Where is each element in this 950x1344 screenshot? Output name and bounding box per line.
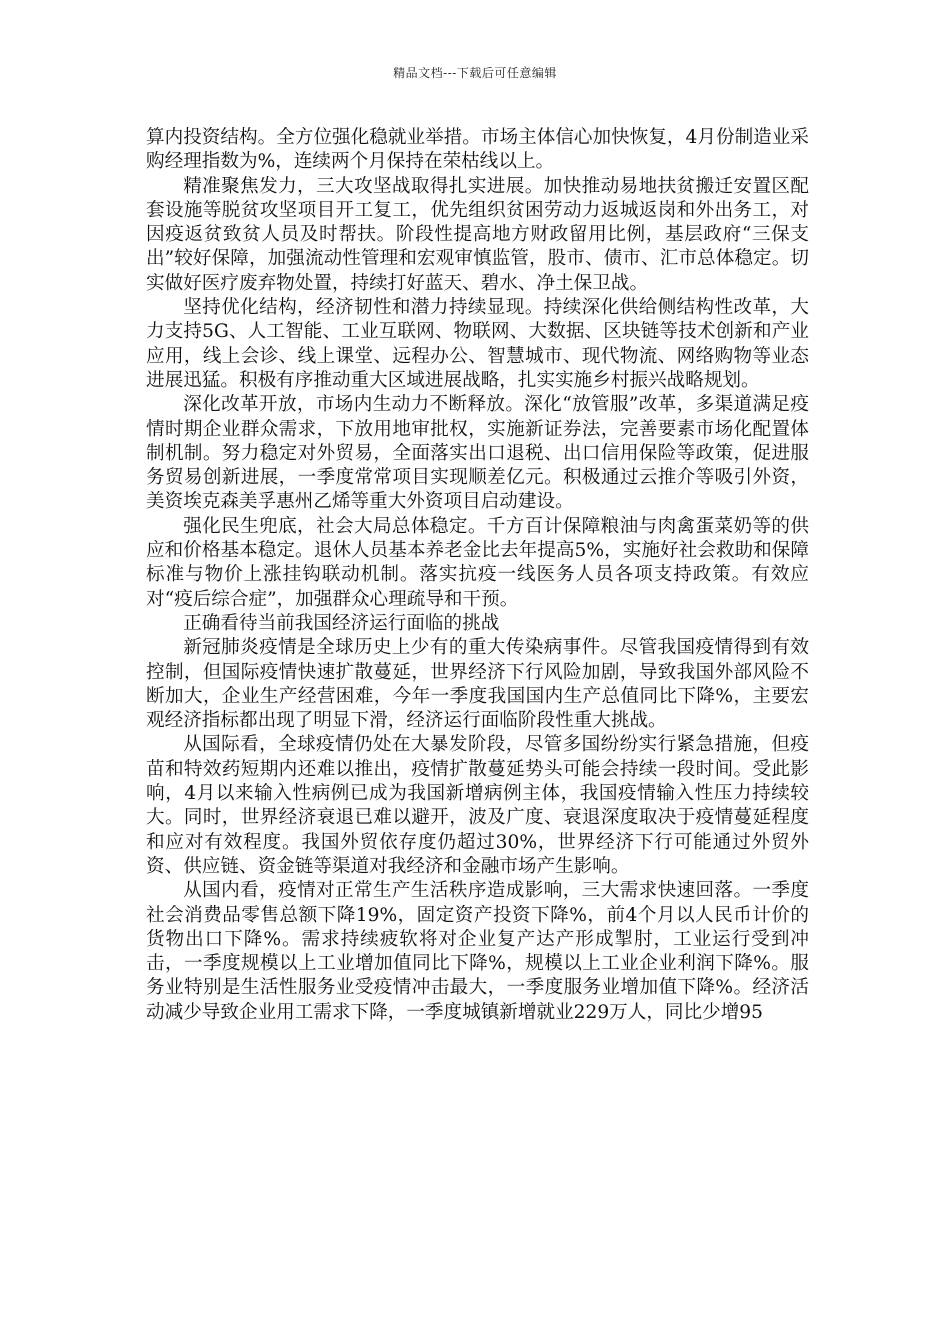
- section-heading: 正确看待当前我国经济运行面临的挑战: [183, 612, 500, 634]
- page-header: 精品文档---下载后可任意编辑: [393, 66, 557, 80]
- paragraph-1: 算内投资结构。全方位强化稳就业举措。市场主体信心加快恢复，4月份制造业采购经理指数为%，连续两个月保持在荣枯线以上。: [146, 127, 809, 173]
- paragraph-6: 新冠肺炎疫情是全球历史上少有的重大传染病事件。尽管我国疫情得到有效控制，但国际疫情快速扩散蔓延，世界经济下行风险加剧，导致我国外部风险不断加大，企业生产经营困难，今年一季度我国国内生产总值同比下降%，主要宏观经济指标都出现了明显下滑，经济运行面临阶段性重大挑战。: [146, 637, 809, 732]
- paragraph-5: 强化民生兜底，社会大局总体稳定。千方百计保障粮油与肉禽蛋菜奶等的供应和价格基本稳定。退休人员基本养老金比去年提高5%，实施好社会救助和保障标准与物价上涨挂钩联动机制。落实抗疫一线医务人员各项支持政策。有效应对“疫后综合症”，加强群众心理疏导和干预。: [146, 515, 809, 610]
- paragraph-7: 从国际看，全球疫情仍处在大暴发阶段，尽管多国纷纷实行紧急措施，但疫苗和特效药短期内还难以推出，疫情扩散蔓延势头可能会持续一段时间。受此影响，4月以来输入性病例已成为我国新增病例主体，我国疫情输入性压力持续较大。同时，世界经济衰退已难以避开，波及广度、衰退深度取决于疫情蔓延程度和应对有效程度。我国外贸依存度仍超过30%，世界经济下行可能通过外贸外资、供应链、资金链等渠道对我经济和金融市场产生影响。: [146, 734, 809, 877]
- paragraph-3: 坚持优化结构，经济韧性和潜力持续显现。持续深化供给侧结构性改革，大力支持5G、人工智能、工业互联网、物联网、大数据、区块链等技术创新和产业应用，线上会诊、线上课堂、远程办公、智慧城市、现代物流、网络购物等业态进展迅猛。积极有序推动重大区域进展战略，扎实实施乡村振兴战略规划。: [146, 297, 809, 391]
- paragraph-4: 深化改革开放，市场内生动力不断释放。深化“放管服”改革，多渠道满足疫情时期企业群众需求，下放用地审批权，实施新证券法，完善要素市场化配置体制机制。努力稳定对外贸易，全面落实出口退税、出口信用保险等政策，促进服务贸易创新进展，一季度常常项目实现顺差亿元。积极通过云推介等吸引外资，美资埃克森美孚惠州乙烯等重大外资项目启动建设。: [146, 394, 809, 513]
- paragraph-2: 精准聚焦发力，三大攻坚战取得扎实进展。加快推动易地扶贫搬迁安置区配套设施等脱贫攻坚项目开工复工，优先组织贫困劳动力返城返岗和外出务工，对因疫返贫致贫人员及时帮扶。阶段性提高地方财政留用比例，基层政府“三保支出”较好保障，加强流动性管理和宏观审慎监管，股市、债市、汇市总体稳定。切实做好医疗废弃物处置，持续打好蓝天、碧水、净土保卫战。: [146, 175, 809, 294]
- document-body: [146, 126, 809, 1025]
- paragraph-8: 从国内看，疫情对正常生产生活秩序造成影响，三大需求快速回落。一季度社会消费品零售总额下降19%，固定资产投资下降%，前4个月以人民币计价的货物出口下降%。需求持续疲软将对企业复产达产形成掣肘，工业运行受到冲击，一季度规模以上工业增加值同比下降%，规模以上工业企业利润下降%。服务业特别是生活性服务业受疫情冲击最大，一季度服务业增加值下降%。经济活动减少导致企业用工需求下降，一季度城镇新增就业229万人，同比少增95: [146, 880, 809, 1023]
